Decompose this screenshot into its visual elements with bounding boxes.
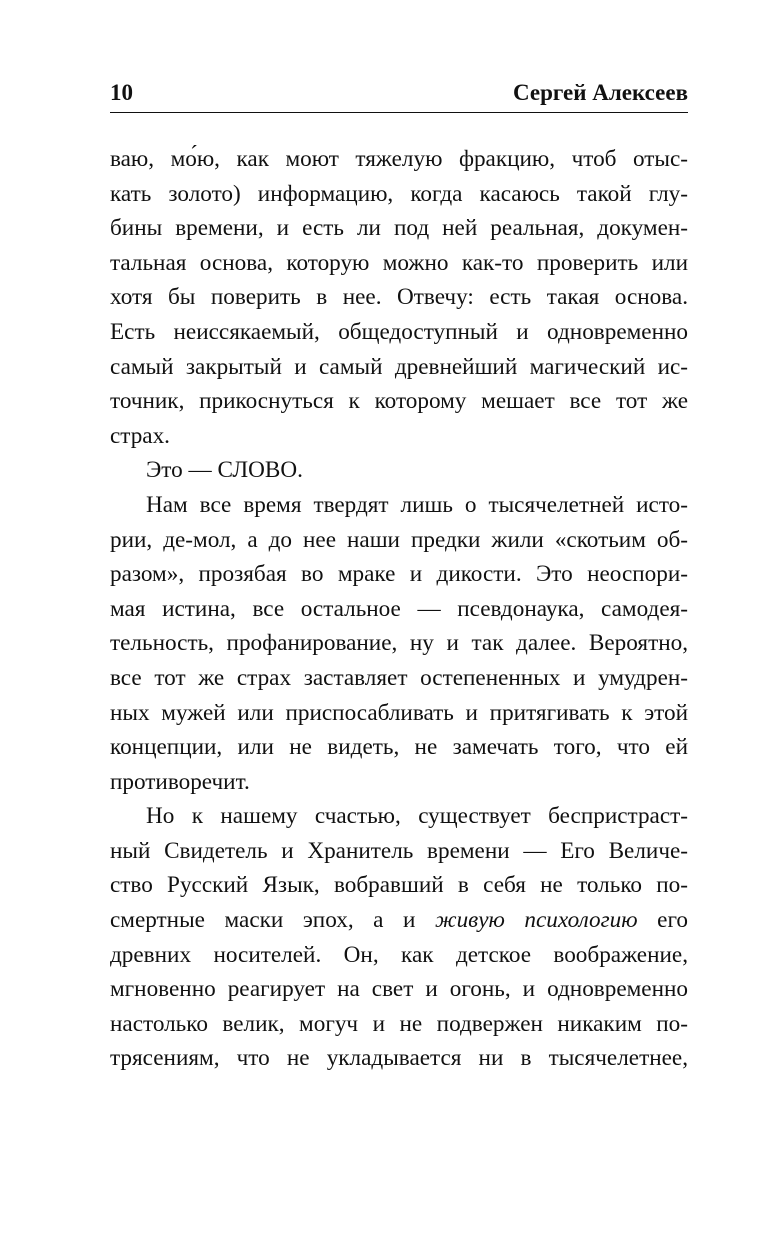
text-line: мая истина, все остальное — псевдонаука, самодея- [110,595,688,622]
text-line: Нам все время твердят лишь о тысячелетней исто- [146,491,688,518]
text-line: концепции, или не видеть, не замечать того, что ей [110,734,688,761]
text-line: кать золото) информацию, когда касаюсь такой глу- [110,180,688,207]
body-text [110,142,688,1076]
text-line: Есть неиссякаемый, общедоступный и одновременно [110,318,688,345]
text-line: хотя бы поверить в нее. Отвечу: есть такая основа. [110,284,688,311]
italic-phrase: живую психологию [435,907,638,934]
text-line: ных мужей или приспосабливать и притягивать к этой [110,699,688,726]
text-line: ный Свидетель и Хранитель времени — Его Величе- [110,837,688,864]
text-line: самый закрытый и самый древнейший магический ис- [110,353,688,380]
text-line: ваю, мо́ю, как моют тяжелую фракцию, чтоб отыс- [110,146,688,172]
text-line: точник, прикоснуться к которому мешает все тот же [110,388,688,415]
text-line: противоречит. [110,768,250,795]
running-head-author: Сергей Алексеев [513,80,688,105]
text-line-with-italic [110,903,688,938]
text-line: рии, де-мол, а до нее наши предки жили «скотьим об- [110,526,688,553]
text-run: его [637,907,689,934]
page-header [110,78,688,113]
text-line: Но к нашему счастью, существует беспристраст- [146,803,688,830]
text-line: древних носителей. Он, как детское воображение, [110,941,688,968]
text-run: смертные маски эпох, а и [110,907,435,934]
text-line: тельность, профанирование, ну и так далее. Вероятно, [110,630,688,657]
book-page [110,0,688,1241]
text-line: настолько велик, могуч и не подвержен никаким по- [110,1010,688,1037]
text-line: страх. [110,422,170,449]
text-line: Это — СЛОВО. [146,457,303,484]
text-line: трясениям, что не укладывается ни в тысячелетнее, [110,1045,688,1072]
page-number: 10 [110,80,133,105]
text-line: разом», прозябая во мраке и дикости. Это неоспори- [110,561,688,588]
text-line: мгновенно реагирует на свет и огонь, и одновременно [110,976,688,1003]
text-line: все тот же страх заставляет остепененных и умудрен- [110,664,688,691]
text-line: ство Русский Язык, вобравший в себя не только по- [110,872,688,899]
text-line: бины времени, и есть ли под ней реальная, докумен- [110,215,688,242]
text-line: тальная основа, которую можно как-то проверить или [110,249,688,276]
